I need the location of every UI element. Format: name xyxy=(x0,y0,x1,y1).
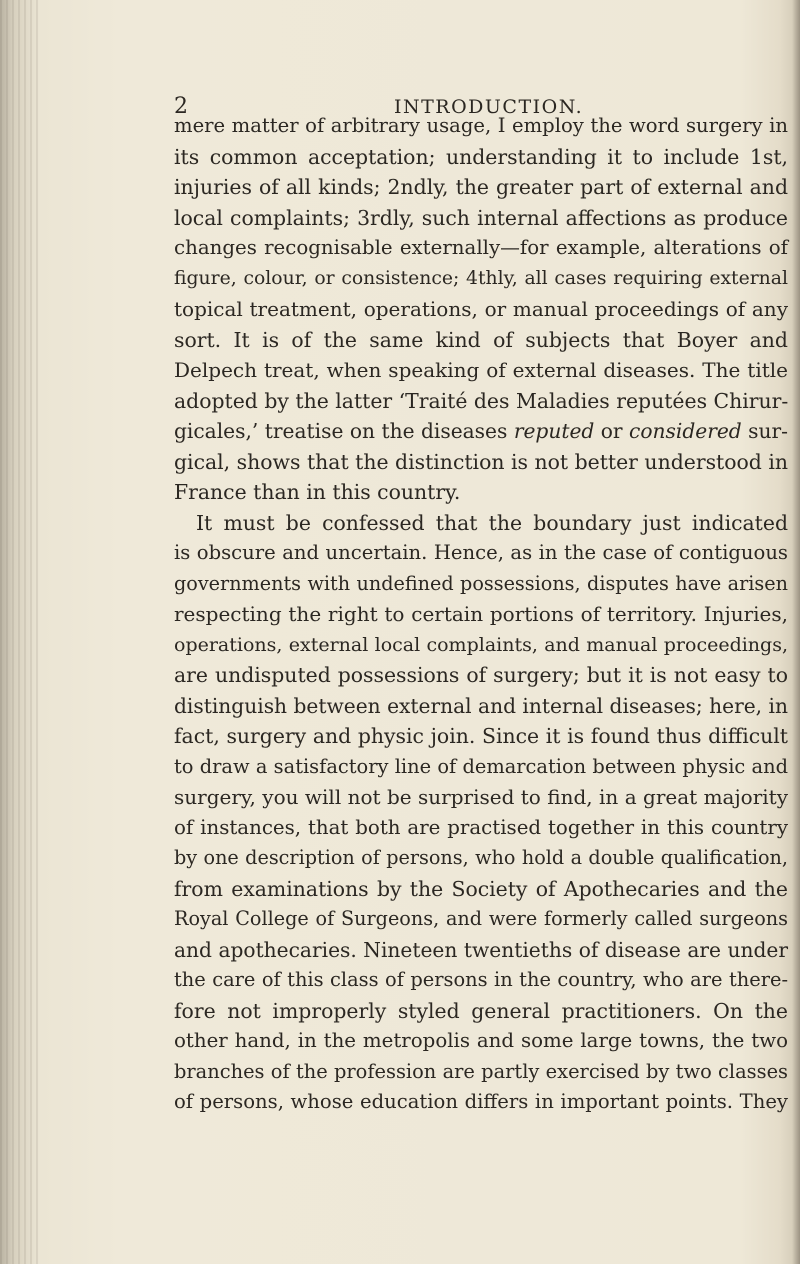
page-binding-shadow xyxy=(0,0,40,1264)
text-line-with-italics xyxy=(174,416,788,447)
text-line: injuries of all kinds; 2ndly, the greater part of external and xyxy=(174,175,788,199)
text-line: respecting the right to certain portions of territory. Injuries, xyxy=(174,602,788,626)
text-line: surgery, you will not be surprised to find, in a great majority xyxy=(174,785,788,809)
text-line: from examinations by the Society of Apothecaries and the xyxy=(174,876,788,901)
text-line: other hand, in the metropolis and some large towns, the two xyxy=(174,1029,788,1052)
running-head: INTRODUCTION. xyxy=(394,96,584,118)
text-line: Royal College of Surgeons, and were formerly called surgeons xyxy=(174,907,788,930)
page-number: 2 xyxy=(174,94,188,119)
italic-word-reputed: reputed xyxy=(513,419,595,443)
text-line: of persons, whose education differs in important points. They xyxy=(174,1090,788,1113)
text-line: by one description of persons, who hold a double qualification, xyxy=(174,846,788,869)
text-line: and apothecaries. Nineteen twentieths of disease are under xyxy=(174,937,788,962)
text-segment: gicales,’ treatise on the diseases xyxy=(174,419,514,443)
italic-word-considered: considered xyxy=(629,419,742,443)
text-line: sort. It is of the same kind of subjects that Boyer and xyxy=(174,327,788,352)
text-line: mere matter of arbitrary usage, I employ the word surgery in xyxy=(174,114,788,137)
text-line: are undisputed possessions of surgery; but it is not easy to xyxy=(174,663,788,687)
text-line-paragraph-start: It must be confessed that the boundary just indicated xyxy=(196,510,788,535)
text-line: local complaints; 3rdly, such internal affections as produce xyxy=(174,205,788,230)
text-line: to draw a satisfactory line of demarcation between physic and xyxy=(174,754,788,778)
text-line: is obscure and uncertain. Hence, as in the case of contiguous xyxy=(174,541,788,564)
text-line: gical, shows that the distinction is not better understood in xyxy=(174,449,788,474)
text-line: governments with undefined possessions, disputes have arisen xyxy=(174,571,788,595)
text-line-paragraph-end: France than in this country. xyxy=(174,480,461,504)
text-line: fact, surgery and physic join. Since it is found thus difficult xyxy=(174,724,788,748)
text-line: its common acceptation; understanding it to include 1st, xyxy=(174,144,788,169)
text-line: the care of this class of persons in the country, who are there- xyxy=(174,968,788,991)
text-line: fore not improperly styled general practitioners. On the xyxy=(174,998,788,1023)
text-line: operations, external local complaints, and manual proceedings, xyxy=(174,633,788,656)
text-segment: sur- xyxy=(741,419,789,443)
text-line: changes recognisable externally—for example, alterations of xyxy=(174,236,788,259)
text-line: distinguish between external and internal diseases; here, in xyxy=(174,693,788,718)
body-text xyxy=(174,111,788,1118)
text-line: topical treatment, operations, or manual proceedings of any xyxy=(174,297,788,321)
text-line: of instances, that both are practised together in this country xyxy=(174,815,788,839)
text-line: branches of the profession are partly exercised by two classes xyxy=(174,1059,788,1083)
text-line: figure, colour, or consistence; 4thly, all cases requiring external xyxy=(174,267,788,289)
text-line: adopted by the latter ‘Traité des Maladies reputées Chirur- xyxy=(174,388,789,413)
text-segment: or xyxy=(594,419,630,443)
page-edge-shadow xyxy=(792,0,800,1264)
text-line: Delpech treat, when speaking of external diseases. The title xyxy=(174,358,788,382)
